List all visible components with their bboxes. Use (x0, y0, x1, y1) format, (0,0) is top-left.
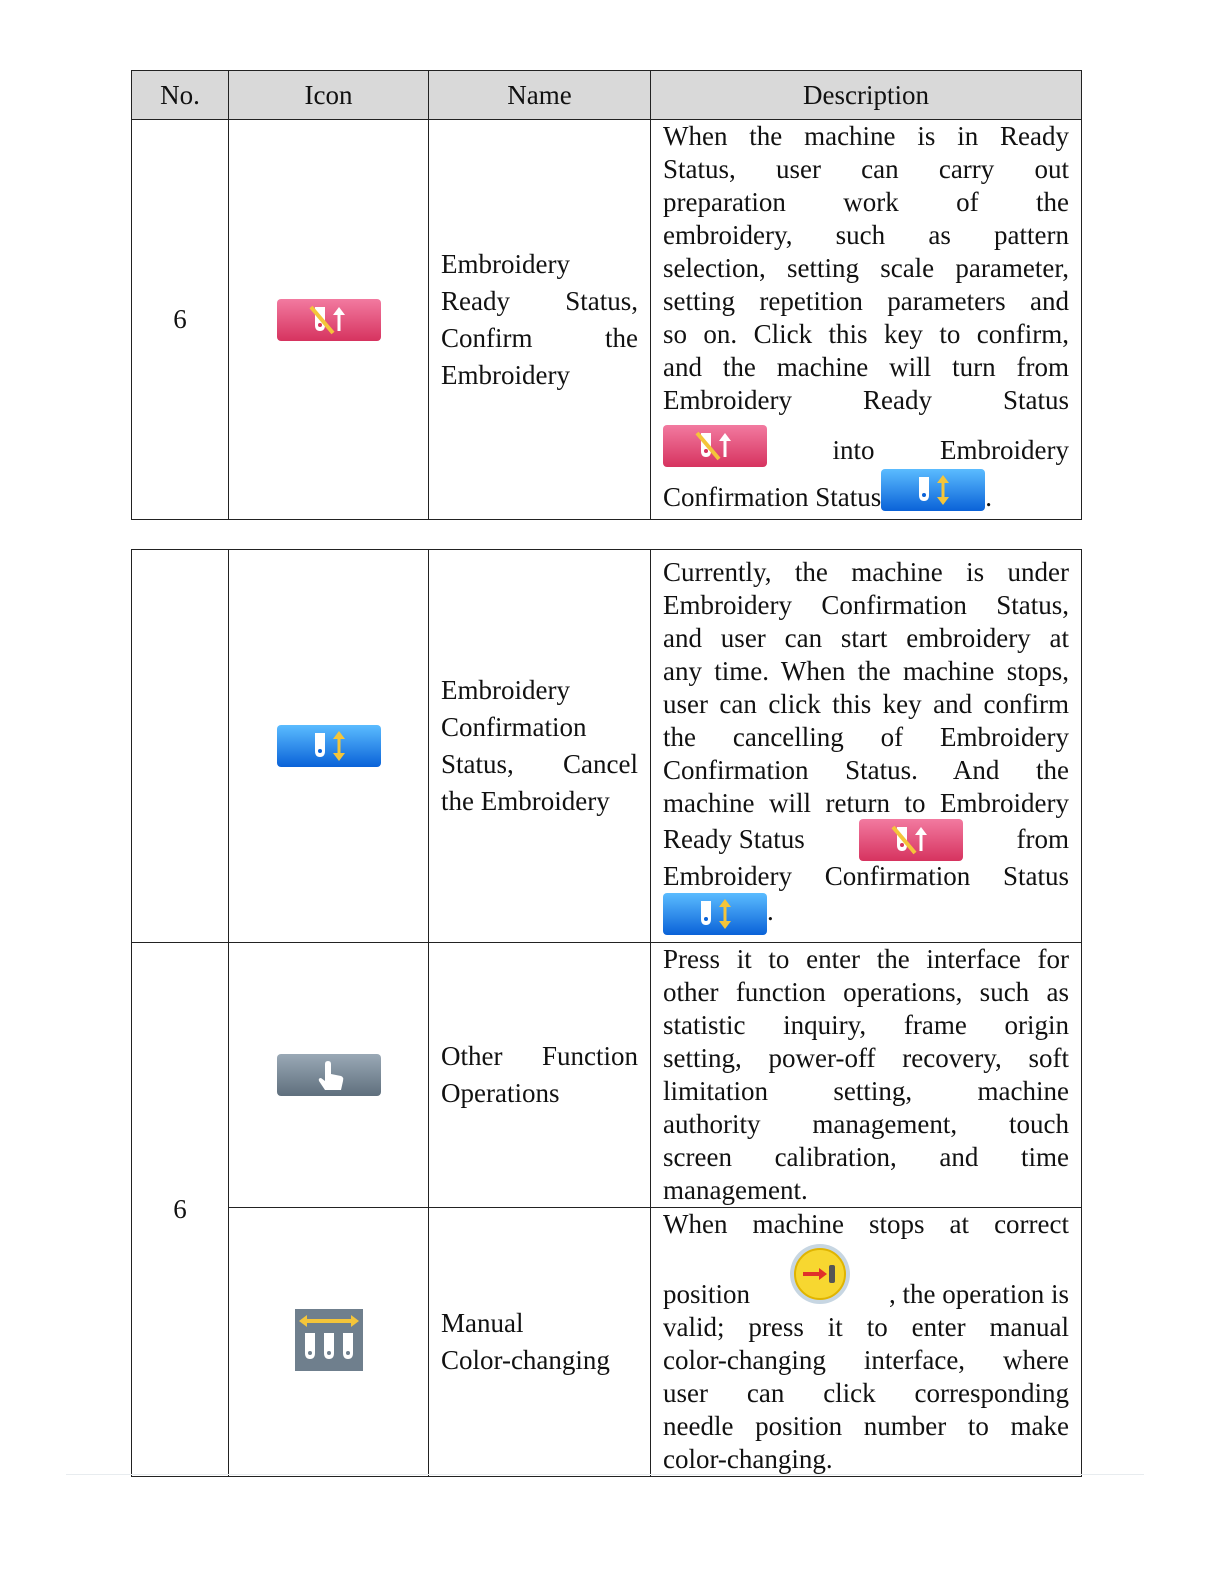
embroidery-confirm-icon (881, 469, 985, 511)
name-line: the Embroidery (441, 786, 610, 816)
desc-line: any time. When the machine stops, (663, 655, 1069, 686)
desc-line (663, 1241, 1069, 1311)
desc-line: selection, setting scale parameter, (663, 253, 1069, 283)
desc-line (663, 417, 1069, 467)
desc-line: Confirmation Status. And the (663, 754, 1069, 785)
desc-line: authority management, touch (663, 1109, 1069, 1139)
desc-line: color-changing. (663, 1444, 833, 1474)
name-line: Color-changing (441, 1345, 610, 1375)
desc-line: the cancelling of Embroidery (663, 721, 1069, 752)
icon-cell (229, 1208, 429, 1477)
desc-line: Currently, the machine is under (663, 556, 1069, 587)
name-line: Confirm the (441, 322, 638, 353)
manual-color-change-icon (295, 1309, 363, 1371)
header-name: Name (429, 71, 651, 120)
function-name (429, 1208, 651, 1477)
desc-line (663, 893, 1069, 937)
table-row (132, 943, 1082, 1208)
desc-line: When machine stops at correct (663, 1209, 1069, 1239)
embroidery-ready-icon (277, 299, 381, 341)
table-row (132, 550, 1082, 943)
desc-line: preparation work of the (663, 187, 1069, 217)
desc-line: When the machine is in Ready (663, 121, 1069, 151)
desc-line: screen calibration, and time (663, 1142, 1069, 1172)
desc-line: so on. Click this key to confirm, (663, 319, 1069, 349)
desc-word: Embroidery (940, 435, 1069, 465)
function-name (429, 943, 651, 1208)
desc-line: and user can start embroidery at (663, 622, 1069, 653)
function-table-top (131, 70, 1082, 520)
desc-word: into (832, 435, 875, 465)
name-line: Embroidery (441, 675, 570, 705)
table-row (132, 120, 1082, 520)
desc-word: from (1016, 824, 1069, 854)
desc-line: needle position number to make (663, 1411, 1069, 1441)
name-line: Embroidery (441, 359, 570, 390)
name-line: Manual (441, 1308, 524, 1338)
desc-line: color-changing interface, where (663, 1345, 1069, 1375)
function-name (429, 120, 651, 520)
desc-line: Embroidery Ready Status (663, 385, 1069, 415)
desc-line: other function operations, such as (663, 977, 1069, 1007)
desc-line: Press it to enter the interface for (663, 944, 1069, 974)
icon-cell (229, 120, 429, 520)
name-line: Operations (441, 1078, 560, 1108)
function-description (651, 550, 1082, 943)
desc-line: setting, power-off recovery, soft (663, 1043, 1069, 1073)
icon-cell (229, 550, 429, 943)
icon-cell (229, 943, 429, 1208)
function-table-bottom (131, 549, 1082, 1477)
desc-line: Embroidery Confirmation Status (663, 860, 1069, 891)
desc-word: Confirmation Status (663, 482, 882, 512)
desc-line: embroidery, such as pattern (663, 220, 1069, 250)
position-dial-icon (789, 1243, 851, 1305)
table-header-row (132, 71, 1082, 120)
desc-line: machine will return to Embroidery (663, 787, 1069, 818)
function-description (651, 120, 1082, 520)
desc-line (663, 467, 1069, 519)
desc-line: and the machine will turn from (663, 352, 1069, 382)
desc-line: management. (663, 1175, 808, 1205)
embroidery-ready-icon (859, 819, 963, 861)
name-line: Other Function (441, 1041, 638, 1071)
desc-word: . (985, 482, 992, 512)
desc-word: Ready Status (663, 824, 805, 854)
row-number: 6 (132, 943, 229, 1477)
desc-word: . (767, 895, 774, 926)
desc-line: valid; press it to enter manual (663, 1312, 1069, 1342)
desc-line: user can click corresponding (663, 1378, 1069, 1408)
desc-line: limitation setting, machine (663, 1076, 1069, 1106)
name-line: Confirmation (441, 712, 587, 742)
header-icon: Icon (229, 71, 429, 120)
function-description (651, 1208, 1082, 1477)
embroidery-ready-icon (663, 425, 767, 467)
page-divider (66, 1474, 1144, 1475)
desc-line: Embroidery Confirmation Status, (663, 589, 1069, 620)
function-description (651, 943, 1082, 1208)
desc-word: , the operation is (889, 1279, 1069, 1309)
desc-line (663, 820, 1069, 860)
desc-line: statistic inquiry, frame origin (663, 1010, 1069, 1040)
row-number (132, 550, 229, 943)
desc-word: position (663, 1279, 751, 1309)
header-no: No. (132, 71, 229, 120)
embroidery-confirm-icon (277, 725, 381, 767)
name-line: Ready Status, (441, 285, 638, 316)
row-number: 6 (132, 120, 229, 520)
name-line: Status, Cancel (441, 749, 638, 779)
other-function-icon (277, 1054, 381, 1096)
header-description: Description (651, 71, 1082, 120)
table-row (132, 1208, 1082, 1477)
desc-line: user can click this key and confirm (663, 688, 1069, 719)
desc-line: setting repetition parameters and (663, 286, 1069, 316)
embroidery-confirm-icon (663, 893, 767, 935)
desc-line: Status, user can carry out (663, 154, 1069, 184)
name-line: Embroidery (441, 248, 570, 279)
function-name (429, 550, 651, 943)
